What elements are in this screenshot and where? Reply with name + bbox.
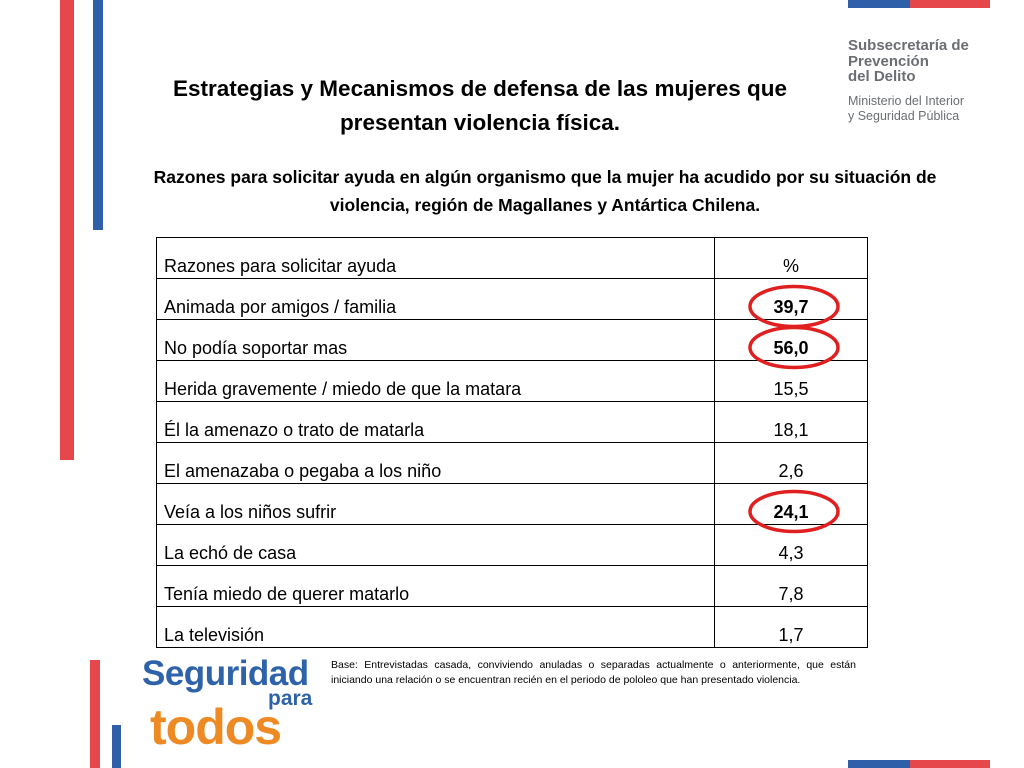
row-label: Veía a los niños sufrir: [164, 502, 337, 522]
row-label-cell: [157, 361, 715, 402]
logo-line-2: Prevención: [848, 52, 929, 70]
row-label-cell: [157, 525, 715, 566]
header-value-cell: [715, 238, 868, 279]
logo-line-3: del Delito: [848, 68, 916, 85]
row-label-cell: [157, 402, 715, 443]
row-label-cell: [157, 320, 715, 361]
page-subtitle: Razones para solicitar ayuda en algún organismo que la mujer ha acudido por su situación de violencia, región de Magallanes y Antártica Chilena.: [153, 167, 937, 215]
decor-bar-red-bottom: [90, 660, 100, 768]
row-label: Animada por amigos / familia: [164, 297, 397, 317]
row-value: 24,1: [773, 502, 809, 522]
row-value: 39,7: [773, 297, 809, 317]
logo-line-5: y Seguridad Pública: [848, 109, 960, 123]
decor-bar-blue-left: [93, 0, 103, 230]
table-row: [157, 443, 868, 484]
decor-bar-blue-bottom-right: [848, 760, 910, 768]
table-row: [157, 361, 868, 402]
row-label-cell: [157, 484, 715, 525]
page-title: Estrategias y Mecanismos de defensa de las mujeres que presentan violencia física.: [172, 76, 787, 135]
decor-bar-red-left: [60, 0, 74, 460]
row-label-cell: [157, 279, 715, 320]
row-label: No podía soportar mas: [164, 338, 348, 358]
decor-bar-blue-top: [848, 0, 910, 8]
row-value-cell: [715, 607, 868, 648]
row-label: La televisión: [164, 625, 265, 645]
table-row: [157, 566, 868, 607]
row-value: 56,0: [773, 338, 809, 358]
row-value-cell: [715, 525, 868, 566]
row-value-cell: [715, 443, 868, 484]
row-value-cell: [715, 361, 868, 402]
table-row: [157, 525, 868, 566]
table-header-row: [157, 238, 868, 279]
table-row: [157, 279, 868, 320]
row-value: 18,1: [773, 420, 809, 440]
header-label: Razones para solicitar ayuda: [164, 256, 397, 276]
table-row: [157, 484, 868, 525]
reasons-table: [156, 237, 868, 648]
subsecretaria-logo: [848, 38, 1018, 125]
logo-word-seguridad: Seguridad: [142, 654, 309, 693]
row-value-cell: [715, 279, 868, 320]
row-label-cell: [157, 607, 715, 648]
row-value-cell: [715, 320, 868, 361]
table-row: [157, 320, 868, 361]
logo-word-todos: todos: [150, 699, 282, 755]
table-row: [157, 402, 868, 443]
row-label: El amenazaba o pegaba a los niño: [164, 461, 442, 481]
row-value: 15,5: [773, 379, 809, 399]
logo-line-4: Ministerio del Interior: [848, 93, 965, 108]
row-label-cell: [157, 566, 715, 607]
row-label: Tenía miedo de querer matarlo: [164, 584, 410, 604]
header-label-cell: [157, 238, 715, 279]
table-row: [157, 607, 868, 648]
seguridad-para-todos-logo: [142, 650, 322, 760]
row-value-cell: [715, 402, 868, 443]
base-note: Base: Entrevistadas casada, conviviendo anuladas o separadas actualmente o anteriormente, que están iniciando una relación o se encuentran recién en el periodo de pololeo que han presentado violencia.: [331, 659, 856, 686]
row-value: 1,7: [778, 625, 804, 645]
row-label: La echó de casa: [164, 543, 297, 563]
row-value: 7,8: [778, 584, 804, 604]
decor-bar-blue-bottom: [112, 725, 121, 768]
row-value: 4,3: [778, 543, 804, 563]
row-value-cell: [715, 484, 868, 525]
logo-word-para: para: [268, 687, 313, 710]
decor-bar-red-bottom-right: [910, 760, 990, 768]
logo-line-1: Subsecretaría de: [848, 37, 969, 54]
row-label: Herida gravemente / miedo de que la matara: [164, 379, 522, 399]
row-value-cell: [715, 566, 868, 607]
row-value: 2,6: [778, 461, 804, 481]
decor-bar-red-top: [910, 0, 990, 8]
row-label: Él la amenazo o trato de matarla: [164, 420, 425, 440]
row-label-cell: [157, 443, 715, 484]
header-value: %: [782, 256, 799, 276]
